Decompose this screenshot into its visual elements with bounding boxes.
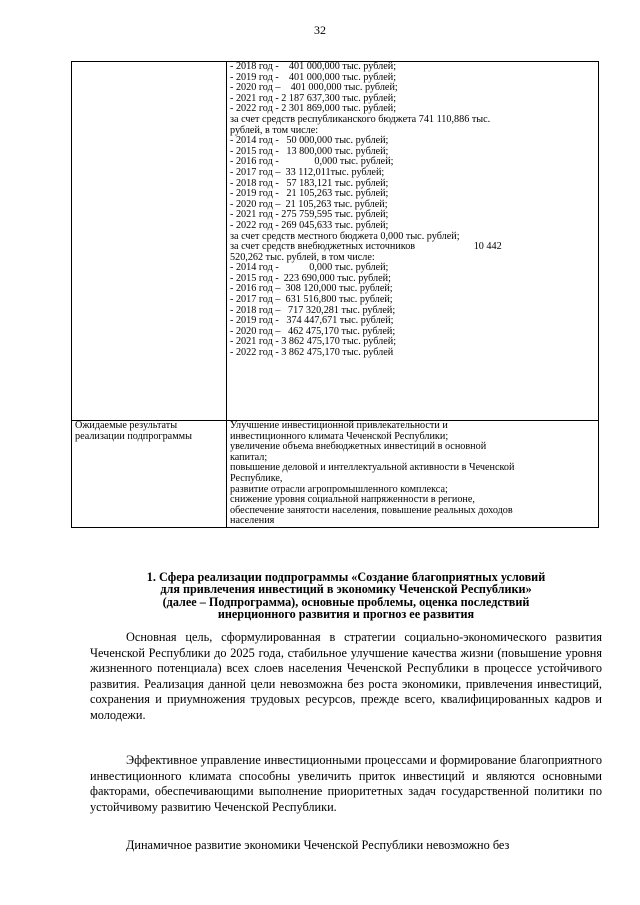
funding-line: - 2014 год - 0,000 тыс. рублей; [230,262,389,274]
expected-results-label: Ожидаемые результаты реализации подпрограммы [72,421,227,528]
result-line: населения [230,515,275,527]
body-paragraph-2 [90,753,602,815]
section-heading-line: (далее – Подпрограмма), основные проблемы, оценка последствий [162,594,530,609]
funding-line: - 2014 год - 50 000,000 тыс. рублей; [230,135,389,147]
funding-line: - 2017 год – 631 516,800 тыс. рублей; [230,294,393,306]
funding-line: - 2017 год – 33 112,011тыс. рублей; [230,166,385,178]
section-heading-line: для привлечения инвестиций в экономику Чеченской Республики» [160,582,532,597]
result-line: повышение деловой и интеллектуальной активности в Чеченской [230,462,515,474]
table-row-expected-results [72,421,599,528]
body-paragraph-1 [90,630,602,724]
paragraph-text: Динамичное развитие экономики Чеченской Республики невозможно без [126,838,510,852]
section-heading-line: инерционного развития и прогноз ее развития [217,606,475,621]
result-line: снижение уровня социальной напряженности в регионе, [230,494,475,506]
result-line: обеспечение занятости населения, повышение реальных доходов [230,504,513,516]
funding-line: рублей, в том числе: [230,124,319,136]
funding-line: за счет средств республиканского бюджета 741 110,886 тыс. [230,113,491,125]
result-line: капитал; [230,451,268,463]
funding-line: - 2016 год - 0,000 тыс. рублей; [230,156,394,168]
funding-line: - 2015 год - 13 800,000 тыс. рублей; [230,145,389,157]
result-line: увеличение объема внебюджетных инвестиций в основной [230,441,487,453]
funding-line: - 2021 год - 275 759,595 тыс. рублей; [230,209,389,221]
subprogram-passport-table [71,61,599,528]
funding-line: - 2015 год - 223 690,000 тыс. рублей; [230,272,391,284]
funding-line: - 2018 год – 717 320,281 тыс. рублей; [230,304,396,316]
result-line: инвестиционного климата Чеченской Республики; [230,430,449,442]
funding-line: - 2022 год - 2 301 869,000 тыс. рублей; [230,103,397,115]
paragraph-text: Эффективное управление инвестиционными процессами и формирование благоприятного инвестиционного климата способны увеличить приток инвестиций и являются основными факторами, обеспечивающими выполнение приоритетных задач государственной политики по устойчивому развитию Чеченской Республики. [90,753,602,814]
funding-line: - 2019 год - 21 105,263 тыс. рублей; [230,188,389,200]
funding-line: - 2022 год - 3 862 475,170 тыс. рублей [230,347,394,359]
funding-line: - 2020 год – 401 000,000 тыс. рублей; [230,82,398,94]
funding-line: - 2020 год – 462 475,170 тыс. рублей; [230,325,396,337]
expected-results-cell [227,421,599,528]
funding-line: - 2022 год - 269 045,633 тыс. рублей; [230,219,389,231]
funding-line: - 2021 год - 3 862 475,170 тыс. рублей; [230,336,397,348]
result-line: Республике, [230,472,283,484]
funding-line: - 2021 год - 2 187 637,300 тыс. рублей; [230,92,397,104]
funding-line: - 2018 год - 57 183,121 тыс. рублей; [230,177,389,189]
table-row-funding [72,62,599,421]
funding-label-cell [72,62,227,421]
funding-line: 520,262 тыс. рублей, в том числе: [230,251,375,263]
page-number: 32 [314,23,326,37]
body-paragraph-3 [90,838,602,854]
result-line: развитие отрасли агропромышленного комплекса; [230,483,448,495]
section-heading-line: 1. Сфера реализации подпрограммы «Создание благоприятных условий [146,570,546,584]
paragraph-text: Основная цель, сформулированная в стратегии социально-экономического развития Чеченской Республики до 2025 года, стабильное улучшение качества жизни (повышение уровня жизненного потенциала) всех слоев населения Чеченской Республики в процессе устойчивого развития. Реализация данной цели невозможна без роста экономики, привлечения инвестиций, сохранения и приумножения трудовых ресурсов, прежде всего, квалифицированных кадров и молодежи. [90,630,602,722]
section-heading [90,571,602,620]
funding-value-cell [227,62,599,421]
funding-line: - 2018 год - 401 000,000 тыс. рублей; [230,61,397,72]
funding-line: за счет средств внебюджетных источников 10 442 [230,241,502,253]
funding-line: - 2020 год – 21 105,263 тыс. рублей; [230,198,388,210]
funding-line: - 2019 год - 374 447,671 тыс. рублей; [230,315,394,327]
funding-line: - 2019 год - 401 000,000 тыс. рублей; [230,71,397,83]
funding-line: - 2016 год – 308 120,000 тыс. рублей; [230,283,393,295]
funding-line: за счет средств местного бюджета 0,000 тыс. рублей; [230,230,460,242]
result-line: Улучшение инвестиционной привлекательности и [230,420,448,431]
